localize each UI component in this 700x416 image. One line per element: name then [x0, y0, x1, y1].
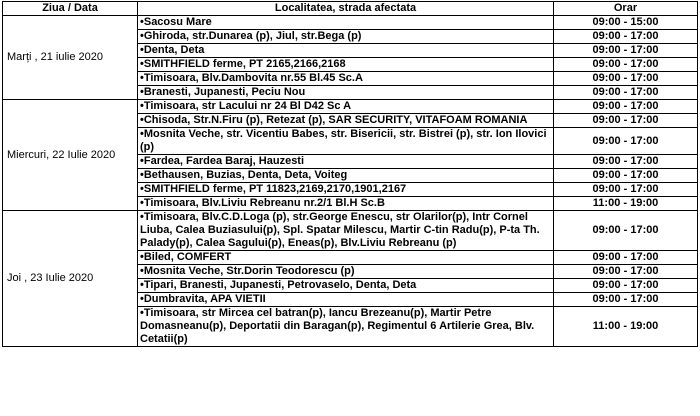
location-cell: •Tipari, Branesti, Jupanesti, Petrovaselo, Denta, Deta — [138, 279, 554, 293]
location-cell: •Mosnita Veche, Str.Dorin Teodorescu (p) — [138, 265, 554, 279]
location-cell: •SMITHFIELD ferme, PT 2165,2166,2168 — [138, 58, 554, 72]
location-cell: •SMITHFIELD ferme, PT 11823,2169,2170,1901,2167 — [138, 183, 554, 197]
time-cell: 09:00 - 17:00 — [554, 100, 698, 114]
time-cell: 09:00 - 15:00 — [554, 16, 698, 30]
location-cell: •Timisoara, Blv.C.D.Loga (p), str.George Enescu, str Olarilor(p), Intr Cornel Liuba, Calea Buziasului(p), Spl. Spatar Milescu, Martir C-tin Radu(p), P-ta Th. Palady(p), Calea Sagului(p), Eneas(p), Blv.Liviu Rebreanu (p) — [138, 211, 554, 251]
header-row — [3, 2, 698, 16]
location-cell: •Timisoara, Blv.Liviu Rebreanu nr.2/1 Bl.H Sc.B — [138, 197, 554, 211]
location-cell: •Branesti, Jupanesti, Peciu Nou — [138, 86, 554, 100]
table-row — [3, 16, 698, 30]
location-cell: •Chisoda, Str.N.Firu (p), Retezat (p), SAR SECURITY, VITAFOAM ROMANIA — [138, 114, 554, 128]
time-cell: 09:00 - 17:00 — [554, 86, 698, 100]
time-cell: 09:00 - 17:00 — [554, 169, 698, 183]
header-time: Orar — [554, 2, 698, 16]
time-cell: 09:00 - 17:00 — [554, 114, 698, 128]
header-location: Localitatea, strada afectata — [138, 2, 554, 16]
time-cell: 09:00 - 17:00 — [554, 58, 698, 72]
location-cell: •Ghiroda, str.Dunarea (p), Jiul, str.Bega (p) — [138, 30, 554, 44]
time-cell: 09:00 - 17:00 — [554, 72, 698, 86]
outage-schedule — [2, 1, 697, 347]
time-cell: 11:00 - 19:00 — [554, 307, 698, 347]
location-cell: •Sacosu Mare — [138, 16, 554, 30]
day-date: Miercuri, 22 Iulie 2020 — [3, 100, 138, 211]
time-cell: 09:00 - 17:00 — [554, 293, 698, 307]
time-cell: 09:00 - 17:00 — [554, 128, 698, 155]
location-cell: •Timisoara, Blv.Dambovita nr.55 Bl.45 Sc.A — [138, 72, 554, 86]
location-cell: •Denta, Deta — [138, 44, 554, 58]
location-cell: •Fardea, Fardea Baraj, Hauzesti — [138, 155, 554, 169]
header-date: Ziua / Data — [3, 2, 138, 16]
outage-table — [2, 1, 698, 347]
location-cell: •Timisoara, str Mircea cel batran(p), Iancu Brezeanu(p), Martir Petre Domasneanu(p), Deportatii din Baragan(p), Regimentul 6 Artilerie Grea, Blv. Cetatii(p) — [138, 307, 554, 347]
day-date: Joi , 23 Iulie 2020 — [3, 211, 138, 347]
time-cell: 11:00 - 19:00 — [554, 197, 698, 211]
time-cell: 09:00 - 17:00 — [554, 44, 698, 58]
time-cell: 09:00 - 17:00 — [554, 183, 698, 197]
time-cell: 09:00 - 17:00 — [554, 211, 698, 251]
time-cell: 09:00 - 17:00 — [554, 155, 698, 169]
time-cell: 09:00 - 17:00 — [554, 279, 698, 293]
location-cell: •Dumbravita, APA VIETII — [138, 293, 554, 307]
location-cell: •Mosnita Veche, str. Vicentiu Babes, str. Bisericii, str. Bistrei (p), str. Ion Ilovici (p) — [138, 128, 554, 155]
time-cell: 09:00 - 17:00 — [554, 251, 698, 265]
time-cell: 09:00 - 17:00 — [554, 265, 698, 279]
time-cell: 09:00 - 17:00 — [554, 30, 698, 44]
location-cell: •Timisoara, str Lacului nr 24 Bl D42 Sc A — [138, 100, 554, 114]
location-cell: •Bethausen, Buzias, Denta, Deta, Voiteg — [138, 169, 554, 183]
table-row — [3, 211, 698, 251]
location-cell: •Biled, COMFERT — [138, 251, 554, 265]
table-row — [3, 100, 698, 114]
day-date: Marți , 21 iulie 2020 — [3, 16, 138, 100]
